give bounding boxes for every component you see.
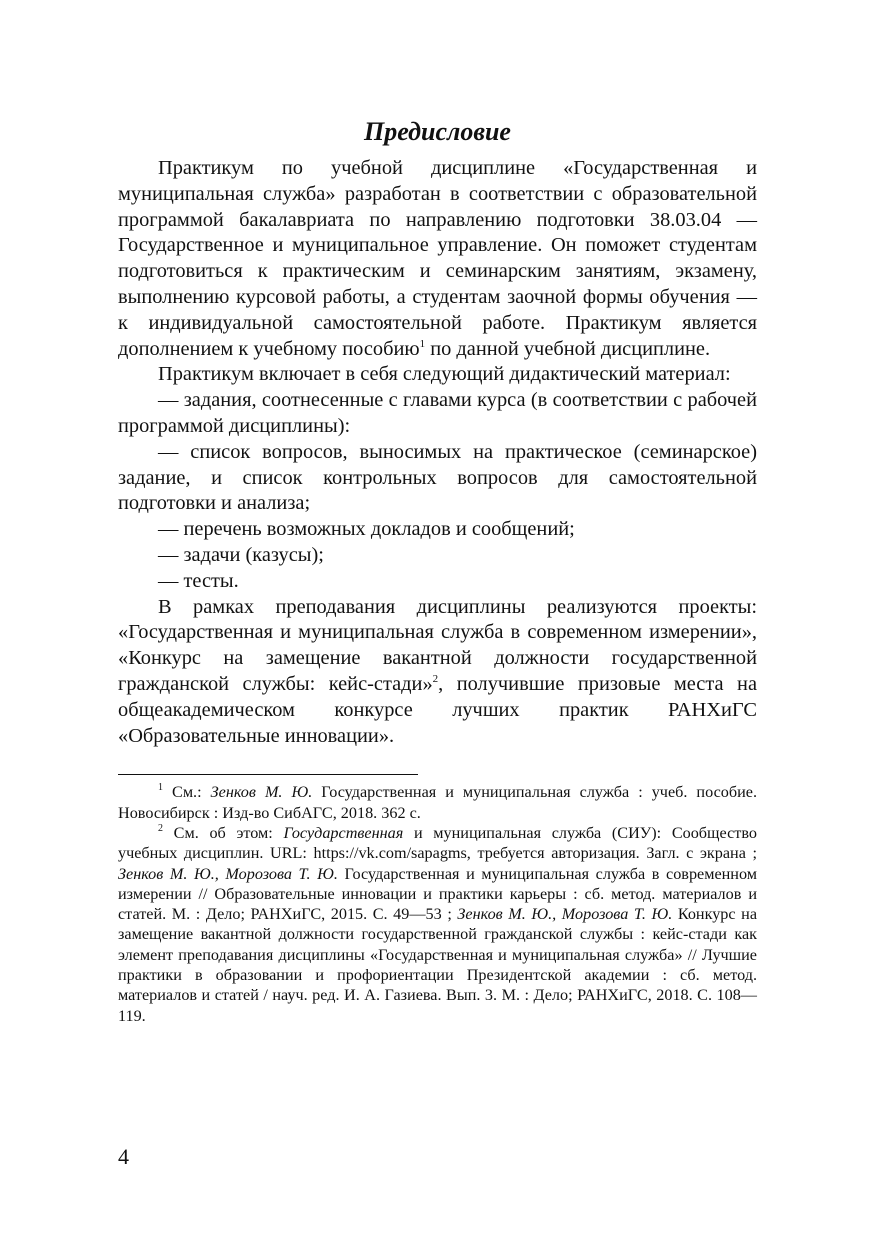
page <box>118 112 757 1026</box>
footnote-2-number: 2 <box>158 822 163 834</box>
footnote-1-number: 1 <box>158 782 163 794</box>
list-item: — тесты. <box>158 569 239 592</box>
paragraph-intro-tail: по данной учебной дисциплине. <box>425 337 711 360</box>
footnote-ref-1: 1 <box>419 337 426 350</box>
list-item: — список вопросов, выносимых на практическое (семинарское) задание, и список контрольных вопросов для самостоятельной подготовки и анализа; <box>118 440 757 515</box>
paragraph-projects <box>118 595 757 750</box>
page-number: 4 <box>118 1144 129 1169</box>
footnote-2-authors: Зенков М. Ю., Морозова Т. Ю. <box>457 905 673 924</box>
footnote-2-text: См. об этом: <box>163 823 284 842</box>
footnote-1 <box>118 782 757 823</box>
list-item: — задания, соотнесенные с главами курса (в соответствии с рабочей программой дисциплины): <box>118 389 757 437</box>
footnote-1-text: Государственная и муниципальная служба : учеб. пособие. Новосибирск : Изд-во СибАГС, 2018. 362 с. <box>118 783 757 822</box>
list-item: — задачи (казусы); <box>158 543 324 566</box>
paragraph-projects-tail: , получившие призовые места на общеакадемическом конкурсе лучших практик РАНХиГС «Образовательные инновации». <box>118 672 757 747</box>
footnotes <box>118 782 757 1026</box>
footnote-ref-2: 2 <box>432 672 439 685</box>
list-item: — перечень возможных докладов и сообщений; <box>158 518 575 541</box>
paragraph-materials: Практикум включает в себя следующий дидактический материал: <box>158 363 731 386</box>
footnote-2-authors: Зенков М. Ю., Морозова Т. Ю. <box>118 864 338 883</box>
footnote-1-text: См.: <box>163 783 211 802</box>
footnote-2-text: Государственная и муниципальная служба в современном измерении // Образовательные инновации и практики карьеры : сб. метод. материалов и статей. М. : Дело; РАНХиГС, 2015. С. 49—53 ; <box>118 864 758 924</box>
footnote-2 <box>118 823 757 1026</box>
footnote-1-author: Зенков М. Ю. <box>210 783 313 802</box>
paragraph-projects-text: В рамках преподавания дисциплины реализуются проекты: «Государственная и муниципальная служба в современном измерении», «Конкурс на замещение вакантной должности государственной гражданской службы: кейс-стади» <box>118 595 757 695</box>
paragraph-intro <box>118 156 757 362</box>
footnote-divider <box>118 774 418 775</box>
footnote-2-italic: Государственная <box>283 823 404 842</box>
page-title: Предисловие <box>364 117 511 146</box>
footnote-2-text: Конкурс на замещение вакантной должности государственной гражданской службы : кейс-стади как элемент преподавания дисциплины «Государственная и муниципальная служба» // Лучшие практики в образовании и профориентации Президентской академии : сб. метод. материалов и статей / науч. ред. И. А. Газиева. Вып. 3. М. : Дело; РАНХиГС, 2018. С. 108—119. <box>118 905 758 1025</box>
main-text <box>118 156 757 749</box>
paragraph-intro-text: Практикум по учебной дисциплине «Государственная и муниципальная служба» разработан в соответствии с образовательной программой бакалавриата по направлению подготовки 38.03.04 — Государственное и муниципальное управление. Он поможет студентам подготовиться к практическим и семинарским занятиям, экзамену, выполнению курсовой работы, а студентам заочной формы обучения — к индивидуальной самостоятельной работе. Практикум является дополнением к учебному пособию <box>118 157 757 360</box>
footnote-2-text: и муниципальная служба (СИУ): Сообщество учебных дисциплин. URL: https://vk.com/sapagms, требуется авторизация. Загл. с экрана ; <box>118 823 757 863</box>
